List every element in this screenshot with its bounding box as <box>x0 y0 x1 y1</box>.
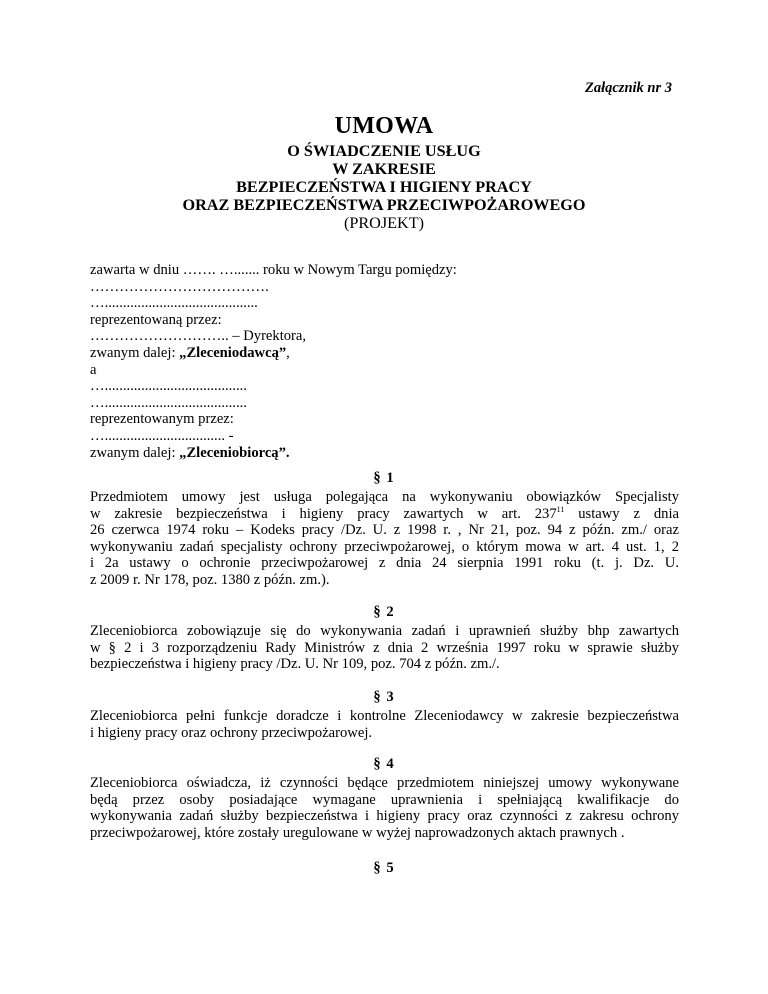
document-title: UMOWA <box>334 113 434 139</box>
section-2-text: Zleceniobiorca zobowiązuje się do wykonywania zadań i uprawnień służby bhp zawartych w § 2 i 3 rozporządzeniu Rady Ministrów z dnia 2 września 1997 roku w sprawie służby bezpieczeństwa i higieny pracy /Dz. U. Nr 109, poz. 704 z późn. zm./. <box>90 623 679 673</box>
section-4-text: Zleceniobiorca oświadcza, iż czynności będące przedmiotem niniejszej umowy wykonywane będą przez osoby posiadające wymagane uprawnienia i spełniającą kwalifikacje do wykonywania zadań służby bezpieczeństwa i higieny pracy oraz czynności z zakresu ochrony przeciwpożarowej, które zostały uregulowane w wyżej naprowadzonych aktach prawnych . <box>90 775 679 841</box>
footnote-superscript: 11 <box>556 504 565 514</box>
section-heading-4: § 4 <box>373 756 395 772</box>
section-3-text: Zleceniobiorca pełni funkcje doradcze i kontrolne Zleceniodawcy w zakresie bezpieczeństwa i higieny pracy oraz ochrony przeciwpożarowej. <box>90 708 679 741</box>
subtitle-line: W ZAKRESIE <box>332 160 436 178</box>
section-heading-5: § 5 <box>373 860 395 876</box>
placeholder-line: …....................................... <box>90 394 247 411</box>
represented-by-label: reprezentowanym przez: <box>90 411 234 428</box>
parties-block <box>90 262 679 461</box>
representative-line: …................................. - <box>90 427 234 444</box>
placeholder-line: …....................................... <box>90 378 247 395</box>
annex-label: Załącznik nr 3 <box>584 80 672 96</box>
director-line: ……………………….. – Dyrektora, <box>90 328 307 345</box>
placeholder-line: ….......................................... <box>90 295 258 312</box>
draft-label: (PROJEKT) <box>343 214 425 232</box>
section-heading-2: § 2 <box>373 604 395 620</box>
subtitle-line: O ŚWIADCZENIE USŁUG <box>287 142 481 160</box>
section-1-text: Przedmiotem umowy jest usługa polegająca na wykonywaniu obowiązków Specjalisty w zakresie bezpieczeństwa i higieny pracy zawartych w art. $237^{11}$ ustawy z dnia 26 czerwca 1974 roku – Kodeks pracy /Dz. U. z 1998 r. , Nr 21, poz. 94 z późn. zm./ oraz wykonywaniu zadań specjalisty ochrony przeciwpożarowej, o którym mowa w art. 4 ust. 1, 2 i 2a ustawy o ochronie przeciwpożarowej z dnia 24 sierpnia 1991 roku (t. j. Dz. U. z 2009 r. Nr 178, poz. 1380 z późn. zm.). <box>90 489 679 588</box>
contractor-designation: zwanym dalej: „Zleceniobiorcą”. <box>90 444 290 461</box>
subtitle-line: BEZPIECZEŃSTWA I HIGIENY PRACY <box>236 178 532 196</box>
client-name: „Zleceniodawcą” <box>179 344 287 361</box>
conjunction: a <box>90 361 97 378</box>
contractor-name: „Zleceniobiorcą”. <box>179 444 290 461</box>
section-heading-1: § 1 <box>373 470 395 486</box>
subtitle-line: ORAZ BEZPIECZEŃSTWA PRZECIWPOŻAROWEGO <box>182 196 586 214</box>
contract-date-line: zawarta w dniu ……. …....... roku w Nowym Targu pomiędzy: <box>90 262 457 278</box>
represented-by-label: reprezentowaną przez: <box>90 311 222 328</box>
client-designation: zwanym dalej: „Zleceniodawcą”, <box>90 344 290 361</box>
placeholder-line: ………………………………. <box>90 278 269 295</box>
section-heading-3: § 3 <box>373 689 395 705</box>
document-subtitle <box>0 142 768 214</box>
